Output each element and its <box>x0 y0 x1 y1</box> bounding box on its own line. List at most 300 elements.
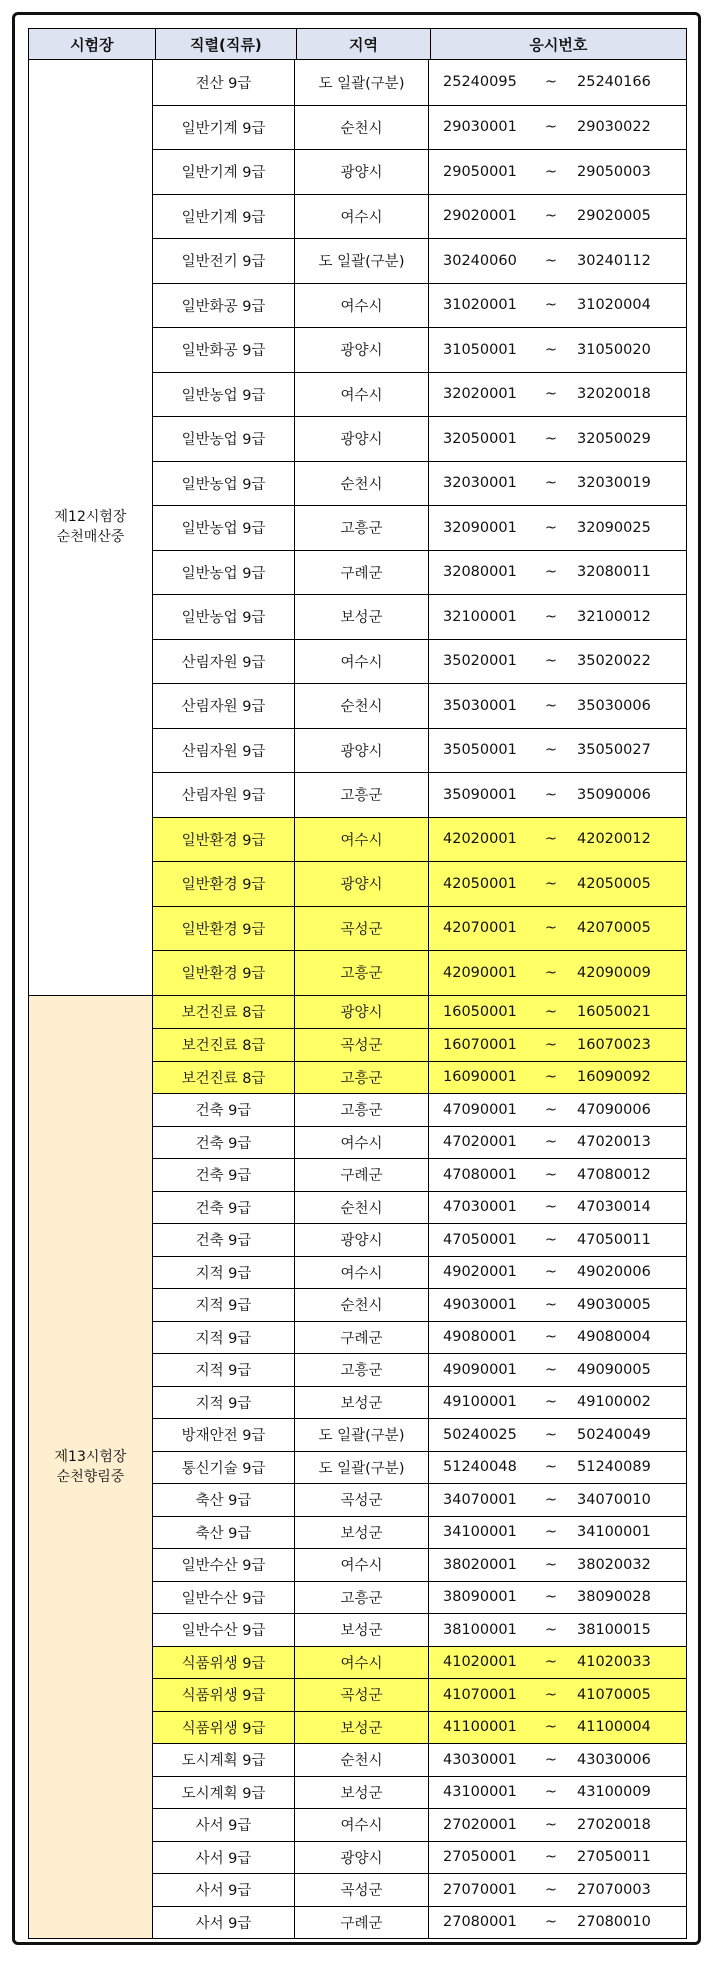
number-from: 29020001 <box>443 208 517 225</box>
number-to: 38100015 <box>577 1621 651 1638</box>
table-row <box>153 594 686 639</box>
table-row <box>153 1906 686 1939</box>
range-tilde: ~ <box>544 697 558 714</box>
table-row <box>153 105 686 150</box>
position-cell: 지적 9급 <box>153 1387 295 1419</box>
number-cell <box>429 773 686 817</box>
range-tilde: ~ <box>544 1459 558 1476</box>
region-cell: 순천시 <box>295 1289 429 1321</box>
range-tilde: ~ <box>544 1784 558 1801</box>
number-to: 34100001 <box>577 1524 651 1541</box>
table-row <box>153 1288 686 1321</box>
number-from: 38100001 <box>443 1621 517 1638</box>
number-cell <box>429 1159 686 1191</box>
position-cell: 산림자원 9급 <box>153 684 295 728</box>
range-tilde: ~ <box>544 608 558 625</box>
region-cell: 보성군 <box>295 595 429 639</box>
table-row <box>153 683 686 728</box>
position-cell: 건축 9급 <box>153 1192 295 1224</box>
region-cell: 고흥군 <box>295 1062 429 1094</box>
number-from: 35020001 <box>443 653 517 670</box>
table-row <box>153 906 686 951</box>
table-row <box>153 1646 686 1679</box>
range-tilde: ~ <box>544 1361 558 1378</box>
number-to: 49080004 <box>577 1329 651 1346</box>
region-cell: 순천시 <box>295 1192 429 1224</box>
number-to: 47020013 <box>577 1134 651 1151</box>
table-row <box>153 505 686 550</box>
header-region: 지역 <box>296 29 430 59</box>
position-cell: 지적 9급 <box>153 1322 295 1354</box>
table-row <box>153 1256 686 1289</box>
number-to: 16070023 <box>577 1036 651 1053</box>
number-cell <box>429 907 686 951</box>
range-tilde: ~ <box>544 831 558 848</box>
region-cell: 광양시 <box>295 996 429 1029</box>
number-cell <box>429 328 686 372</box>
position-cell: 건축 9급 <box>153 1127 295 1159</box>
number-from: 27050001 <box>443 1849 517 1866</box>
position-cell: 식품위생 9급 <box>153 1712 295 1744</box>
table-row <box>153 1386 686 1419</box>
position-cell: 도시계획 9급 <box>153 1777 295 1809</box>
number-from: 42090001 <box>443 964 517 981</box>
position-cell: 일반화공 9급 <box>153 328 295 372</box>
table-row <box>153 416 686 461</box>
position-cell: 통신기술 9급 <box>153 1452 295 1484</box>
number-cell <box>429 1549 686 1581</box>
range-tilde: ~ <box>544 1426 558 1443</box>
number-to: 32100012 <box>577 608 651 625</box>
region-cell: 광양시 <box>295 729 429 773</box>
header-site: 시험장 <box>70 35 114 54</box>
number-cell <box>429 150 686 194</box>
number-from: 47090001 <box>443 1101 517 1118</box>
number-to: 42070005 <box>577 920 651 937</box>
range-tilde: ~ <box>544 519 558 536</box>
range-tilde: ~ <box>544 1069 558 1086</box>
number-to: 31020004 <box>577 297 651 314</box>
number-from: 35090001 <box>443 786 517 803</box>
table-row <box>153 1158 686 1191</box>
region-cell: 광양시 <box>295 862 429 906</box>
range-tilde: ~ <box>544 1719 558 1736</box>
number-from: 35030001 <box>443 697 517 714</box>
number-from: 49080001 <box>443 1329 517 1346</box>
region-cell: 여수시 <box>295 818 429 862</box>
table-row <box>153 194 686 239</box>
number-to: 49090005 <box>577 1361 651 1378</box>
region-cell: 순천시 <box>295 684 429 728</box>
number-cell <box>429 1452 686 1484</box>
number-from: 41020001 <box>443 1654 517 1671</box>
position-cell: 보건진료 8급 <box>153 1062 295 1094</box>
position-cell: 건축 9급 <box>153 1159 295 1191</box>
number-cell <box>429 1582 686 1614</box>
number-to: 35090006 <box>577 786 651 803</box>
table-row <box>153 1483 686 1516</box>
number-to: 49100002 <box>577 1394 651 1411</box>
position-cell: 일반농업 9급 <box>153 462 295 506</box>
number-cell <box>429 106 686 150</box>
region-cell: 광양시 <box>295 328 429 372</box>
number-cell <box>429 1419 686 1451</box>
number-to: 47080012 <box>577 1166 651 1183</box>
number-cell <box>429 684 686 728</box>
table-row <box>153 1321 686 1354</box>
table-row <box>153 1451 686 1484</box>
region-cell: 곡성군 <box>295 1029 429 1061</box>
number-cell <box>429 996 686 1029</box>
range-tilde: ~ <box>544 1101 558 1118</box>
range-tilde: ~ <box>544 1914 558 1931</box>
region-cell: 도 일괄(구분) <box>295 239 429 283</box>
table-row <box>153 1711 686 1744</box>
range-tilde: ~ <box>544 1296 558 1313</box>
range-tilde: ~ <box>544 74 558 91</box>
position-cell: 산림자원 9급 <box>153 773 295 817</box>
number-to: 47050011 <box>577 1231 651 1248</box>
region-cell: 여수시 <box>295 1127 429 1159</box>
number-from: 47030001 <box>443 1199 517 1216</box>
range-tilde: ~ <box>544 1199 558 1216</box>
position-cell: 일반기계 9급 <box>153 195 295 239</box>
region-cell: 여수시 <box>295 373 429 417</box>
table-row <box>153 60 686 105</box>
number-from: 34070001 <box>443 1491 517 1508</box>
row-list <box>153 996 686 1939</box>
position-cell: 일반기계 9급 <box>153 106 295 150</box>
table-row <box>153 1841 686 1874</box>
site-name: 제12시험장 순천매산중 <box>29 60 153 995</box>
number-to: 49020006 <box>577 1264 651 1281</box>
region-cell: 보성군 <box>295 1517 429 1549</box>
number-cell <box>429 1192 686 1224</box>
range-tilde: ~ <box>544 964 558 981</box>
position-cell: 사서 9급 <box>153 1809 295 1841</box>
table-row <box>153 1126 686 1159</box>
number-from: 43100001 <box>443 1784 517 1801</box>
number-cell <box>429 1029 686 1061</box>
number-from: 32030001 <box>443 475 517 492</box>
number-to: 42050005 <box>577 875 651 892</box>
number-cell <box>429 640 686 684</box>
region-cell: 여수시 <box>295 1549 429 1581</box>
exam-assignment-table <box>28 28 687 1939</box>
region-cell: 곡성군 <box>295 1874 429 1906</box>
number-from: 42020001 <box>443 831 517 848</box>
number-to: 50240049 <box>577 1426 651 1443</box>
number-to: 29020005 <box>577 208 651 225</box>
number-from: 42050001 <box>443 875 517 892</box>
number-from: 16070001 <box>443 1036 517 1053</box>
range-tilde: ~ <box>544 1394 558 1411</box>
number-to: 25240166 <box>577 74 651 91</box>
position-cell: 식품위생 9급 <box>153 1647 295 1679</box>
region-cell: 구례군 <box>295 551 429 595</box>
number-cell <box>429 951 686 995</box>
number-from: 43030001 <box>443 1751 517 1768</box>
number-from: 49100001 <box>443 1394 517 1411</box>
number-cell <box>429 1777 686 1809</box>
number-to: 27070003 <box>577 1881 651 1898</box>
number-to: 49030005 <box>577 1296 651 1313</box>
region-cell: 고흥군 <box>295 1582 429 1614</box>
region-cell: 보성군 <box>295 1712 429 1744</box>
position-cell: 건축 9급 <box>153 1094 295 1126</box>
number-from: 29050001 <box>443 163 517 180</box>
table-row <box>153 1191 686 1224</box>
number-to: 27020018 <box>577 1816 651 1833</box>
range-tilde: ~ <box>544 208 558 225</box>
number-from: 51240048 <box>443 1459 517 1476</box>
region-cell: 여수시 <box>295 284 429 328</box>
range-tilde: ~ <box>544 1524 558 1541</box>
region-cell: 광양시 <box>295 150 429 194</box>
table-row <box>153 950 686 995</box>
position-cell: 산림자원 9급 <box>153 729 295 773</box>
position-cell: 지적 9급 <box>153 1257 295 1289</box>
number-to: 32020018 <box>577 386 651 403</box>
range-tilde: ~ <box>544 742 558 759</box>
number-cell <box>429 1127 686 1159</box>
number-cell <box>429 1094 686 1126</box>
position-cell: 일반수산 9급 <box>153 1549 295 1581</box>
position-cell: 일반수산 9급 <box>153 1582 295 1614</box>
table-row <box>153 1353 686 1386</box>
range-tilde: ~ <box>544 1849 558 1866</box>
position-cell: 축산 9급 <box>153 1517 295 1549</box>
number-cell <box>429 818 686 862</box>
site-name: 제13시험장 순천향림중 <box>29 996 153 1939</box>
number-cell <box>429 1874 686 1906</box>
table-row <box>153 1776 686 1809</box>
number-from: 50240025 <box>443 1426 517 1443</box>
region-cell: 도 일괄(구분) <box>295 1452 429 1484</box>
position-cell: 사서 9급 <box>153 1874 295 1906</box>
region-cell: 광양시 <box>295 1842 429 1874</box>
number-to: 32080011 <box>577 564 651 581</box>
position-cell: 일반환경 9급 <box>153 951 295 995</box>
position-cell: 일반전기 9급 <box>153 239 295 283</box>
header-position: 직렬(직류) <box>155 29 297 59</box>
table-row <box>153 550 686 595</box>
range-tilde: ~ <box>544 653 558 670</box>
number-from: 47020001 <box>443 1134 517 1151</box>
table-row <box>153 728 686 773</box>
number-to: 32050029 <box>577 430 651 447</box>
region-cell: 구례군 <box>295 1322 429 1354</box>
number-from: 49090001 <box>443 1361 517 1378</box>
table-row <box>153 238 686 283</box>
table-row <box>153 817 686 862</box>
table-row <box>153 149 686 194</box>
position-cell: 지적 9급 <box>153 1354 295 1386</box>
region-cell: 여수시 <box>295 1257 429 1289</box>
number-cell <box>429 1907 686 1939</box>
region-cell: 곡성군 <box>295 1679 429 1711</box>
table-header <box>28 28 687 60</box>
number-from: 27070001 <box>443 1881 517 1898</box>
position-cell: 일반농업 9급 <box>153 373 295 417</box>
position-cell: 건축 9급 <box>153 1224 295 1256</box>
number-to: 31050020 <box>577 341 651 358</box>
number-cell <box>429 373 686 417</box>
number-cell <box>429 417 686 461</box>
table-row <box>153 1548 686 1581</box>
number-to: 51240089 <box>577 1459 651 1476</box>
position-cell: 방재안전 9급 <box>153 1419 295 1451</box>
table-row <box>153 1061 686 1094</box>
range-tilde: ~ <box>544 119 558 136</box>
region-cell: 여수시 <box>295 195 429 239</box>
position-cell: 산림자원 9급 <box>153 640 295 684</box>
region-cell: 순천시 <box>295 462 429 506</box>
position-cell: 일반환경 9급 <box>153 862 295 906</box>
region-cell: 순천시 <box>295 1744 429 1776</box>
table-row <box>153 1223 686 1256</box>
table-row <box>153 996 686 1029</box>
range-tilde: ~ <box>544 386 558 403</box>
position-cell: 전산 9급 <box>153 60 295 105</box>
number-to: 47090006 <box>577 1101 651 1118</box>
range-tilde: ~ <box>544 1264 558 1281</box>
number-cell <box>429 239 686 283</box>
range-tilde: ~ <box>544 1751 558 1768</box>
number-cell <box>429 1842 686 1874</box>
number-cell <box>429 1517 686 1549</box>
position-cell: 일반기계 9급 <box>153 150 295 194</box>
range-tilde: ~ <box>544 1654 558 1671</box>
number-from: 27020001 <box>443 1816 517 1833</box>
number-cell <box>429 862 686 906</box>
table-row <box>153 283 686 328</box>
number-from: 47080001 <box>443 1166 517 1183</box>
region-cell: 고흥군 <box>295 1094 429 1126</box>
region-cell: 보성군 <box>295 1387 429 1419</box>
number-to: 29050003 <box>577 163 651 180</box>
number-from: 41100001 <box>443 1719 517 1736</box>
region-cell: 곡성군 <box>295 1484 429 1516</box>
number-from: 38090001 <box>443 1589 517 1606</box>
region-cell: 고흥군 <box>295 773 429 817</box>
table-row <box>153 1418 686 1451</box>
region-cell: 광양시 <box>295 1224 429 1256</box>
range-tilde: ~ <box>544 786 558 803</box>
number-from: 32050001 <box>443 430 517 447</box>
table-row <box>153 1028 686 1061</box>
position-cell: 지적 9급 <box>153 1289 295 1321</box>
region-cell: 순천시 <box>295 106 429 150</box>
number-from: 32080001 <box>443 564 517 581</box>
number-to: 35050027 <box>577 742 651 759</box>
number-cell <box>429 1289 686 1321</box>
number-to: 43100009 <box>577 1784 651 1801</box>
position-cell: 일반농업 9급 <box>153 551 295 595</box>
number-to: 30240112 <box>577 252 651 269</box>
range-tilde: ~ <box>544 297 558 314</box>
number-cell <box>429 1614 686 1646</box>
range-tilde: ~ <box>544 1816 558 1833</box>
region-cell: 곡성군 <box>295 907 429 951</box>
range-tilde: ~ <box>544 1231 558 1248</box>
region-cell: 여수시 <box>295 640 429 684</box>
table-row <box>153 861 686 906</box>
table-row <box>153 1873 686 1906</box>
number-from: 38020001 <box>443 1556 517 1573</box>
number-to: 41020033 <box>577 1654 651 1671</box>
region-cell: 고흥군 <box>295 1354 429 1386</box>
number-from: 47050001 <box>443 1231 517 1248</box>
number-from: 49020001 <box>443 1264 517 1281</box>
table-body <box>28 60 687 1939</box>
number-cell <box>429 1679 686 1711</box>
region-cell: 구례군 <box>295 1159 429 1191</box>
number-to: 27050011 <box>577 1849 651 1866</box>
range-tilde: ~ <box>544 920 558 937</box>
range-tilde: ~ <box>544 1621 558 1638</box>
number-from: 32100001 <box>443 608 517 625</box>
number-cell <box>429 1712 686 1744</box>
number-cell <box>429 1387 686 1419</box>
position-cell: 보건진료 8급 <box>153 1029 295 1061</box>
range-tilde: ~ <box>544 1036 558 1053</box>
number-cell <box>429 284 686 328</box>
number-from: 35050001 <box>443 742 517 759</box>
number-from: 16050001 <box>443 1003 517 1020</box>
number-cell <box>429 1062 686 1094</box>
range-tilde: ~ <box>544 1556 558 1573</box>
region-cell: 여수시 <box>295 1647 429 1679</box>
number-from: 25240095 <box>443 74 517 91</box>
number-cell <box>429 595 686 639</box>
number-to: 32090025 <box>577 519 651 536</box>
range-tilde: ~ <box>544 1134 558 1151</box>
table-row <box>153 327 686 372</box>
number-cell <box>429 1224 686 1256</box>
range-tilde: ~ <box>544 1329 558 1346</box>
number-to: 34070010 <box>577 1491 651 1508</box>
site-group <box>28 996 687 1940</box>
region-cell: 여수시 <box>295 1809 429 1841</box>
table-row <box>153 639 686 684</box>
range-tilde: ~ <box>544 475 558 492</box>
table-row <box>153 1743 686 1776</box>
number-cell <box>429 60 686 105</box>
range-tilde: ~ <box>544 1686 558 1703</box>
position-cell: 도시계획 9급 <box>153 1744 295 1776</box>
number-to: 29030022 <box>577 119 651 136</box>
range-tilde: ~ <box>544 1881 558 1898</box>
number-cell <box>429 1744 686 1776</box>
number-cell <box>429 1647 686 1679</box>
number-to: 42020012 <box>577 831 651 848</box>
number-cell <box>429 462 686 506</box>
number-to: 43030006 <box>577 1751 651 1768</box>
range-tilde: ~ <box>544 341 558 358</box>
number-from: 31020001 <box>443 297 517 314</box>
number-from: 42070001 <box>443 920 517 937</box>
region-cell: 보성군 <box>295 1614 429 1646</box>
table-row <box>153 1678 686 1711</box>
range-tilde: ~ <box>544 1166 558 1183</box>
table-row <box>153 461 686 506</box>
number-from: 30240060 <box>443 252 517 269</box>
position-cell: 일반환경 9급 <box>153 907 295 951</box>
number-cell <box>429 551 686 595</box>
position-cell: 일반화공 9급 <box>153 284 295 328</box>
range-tilde: ~ <box>544 1491 558 1508</box>
